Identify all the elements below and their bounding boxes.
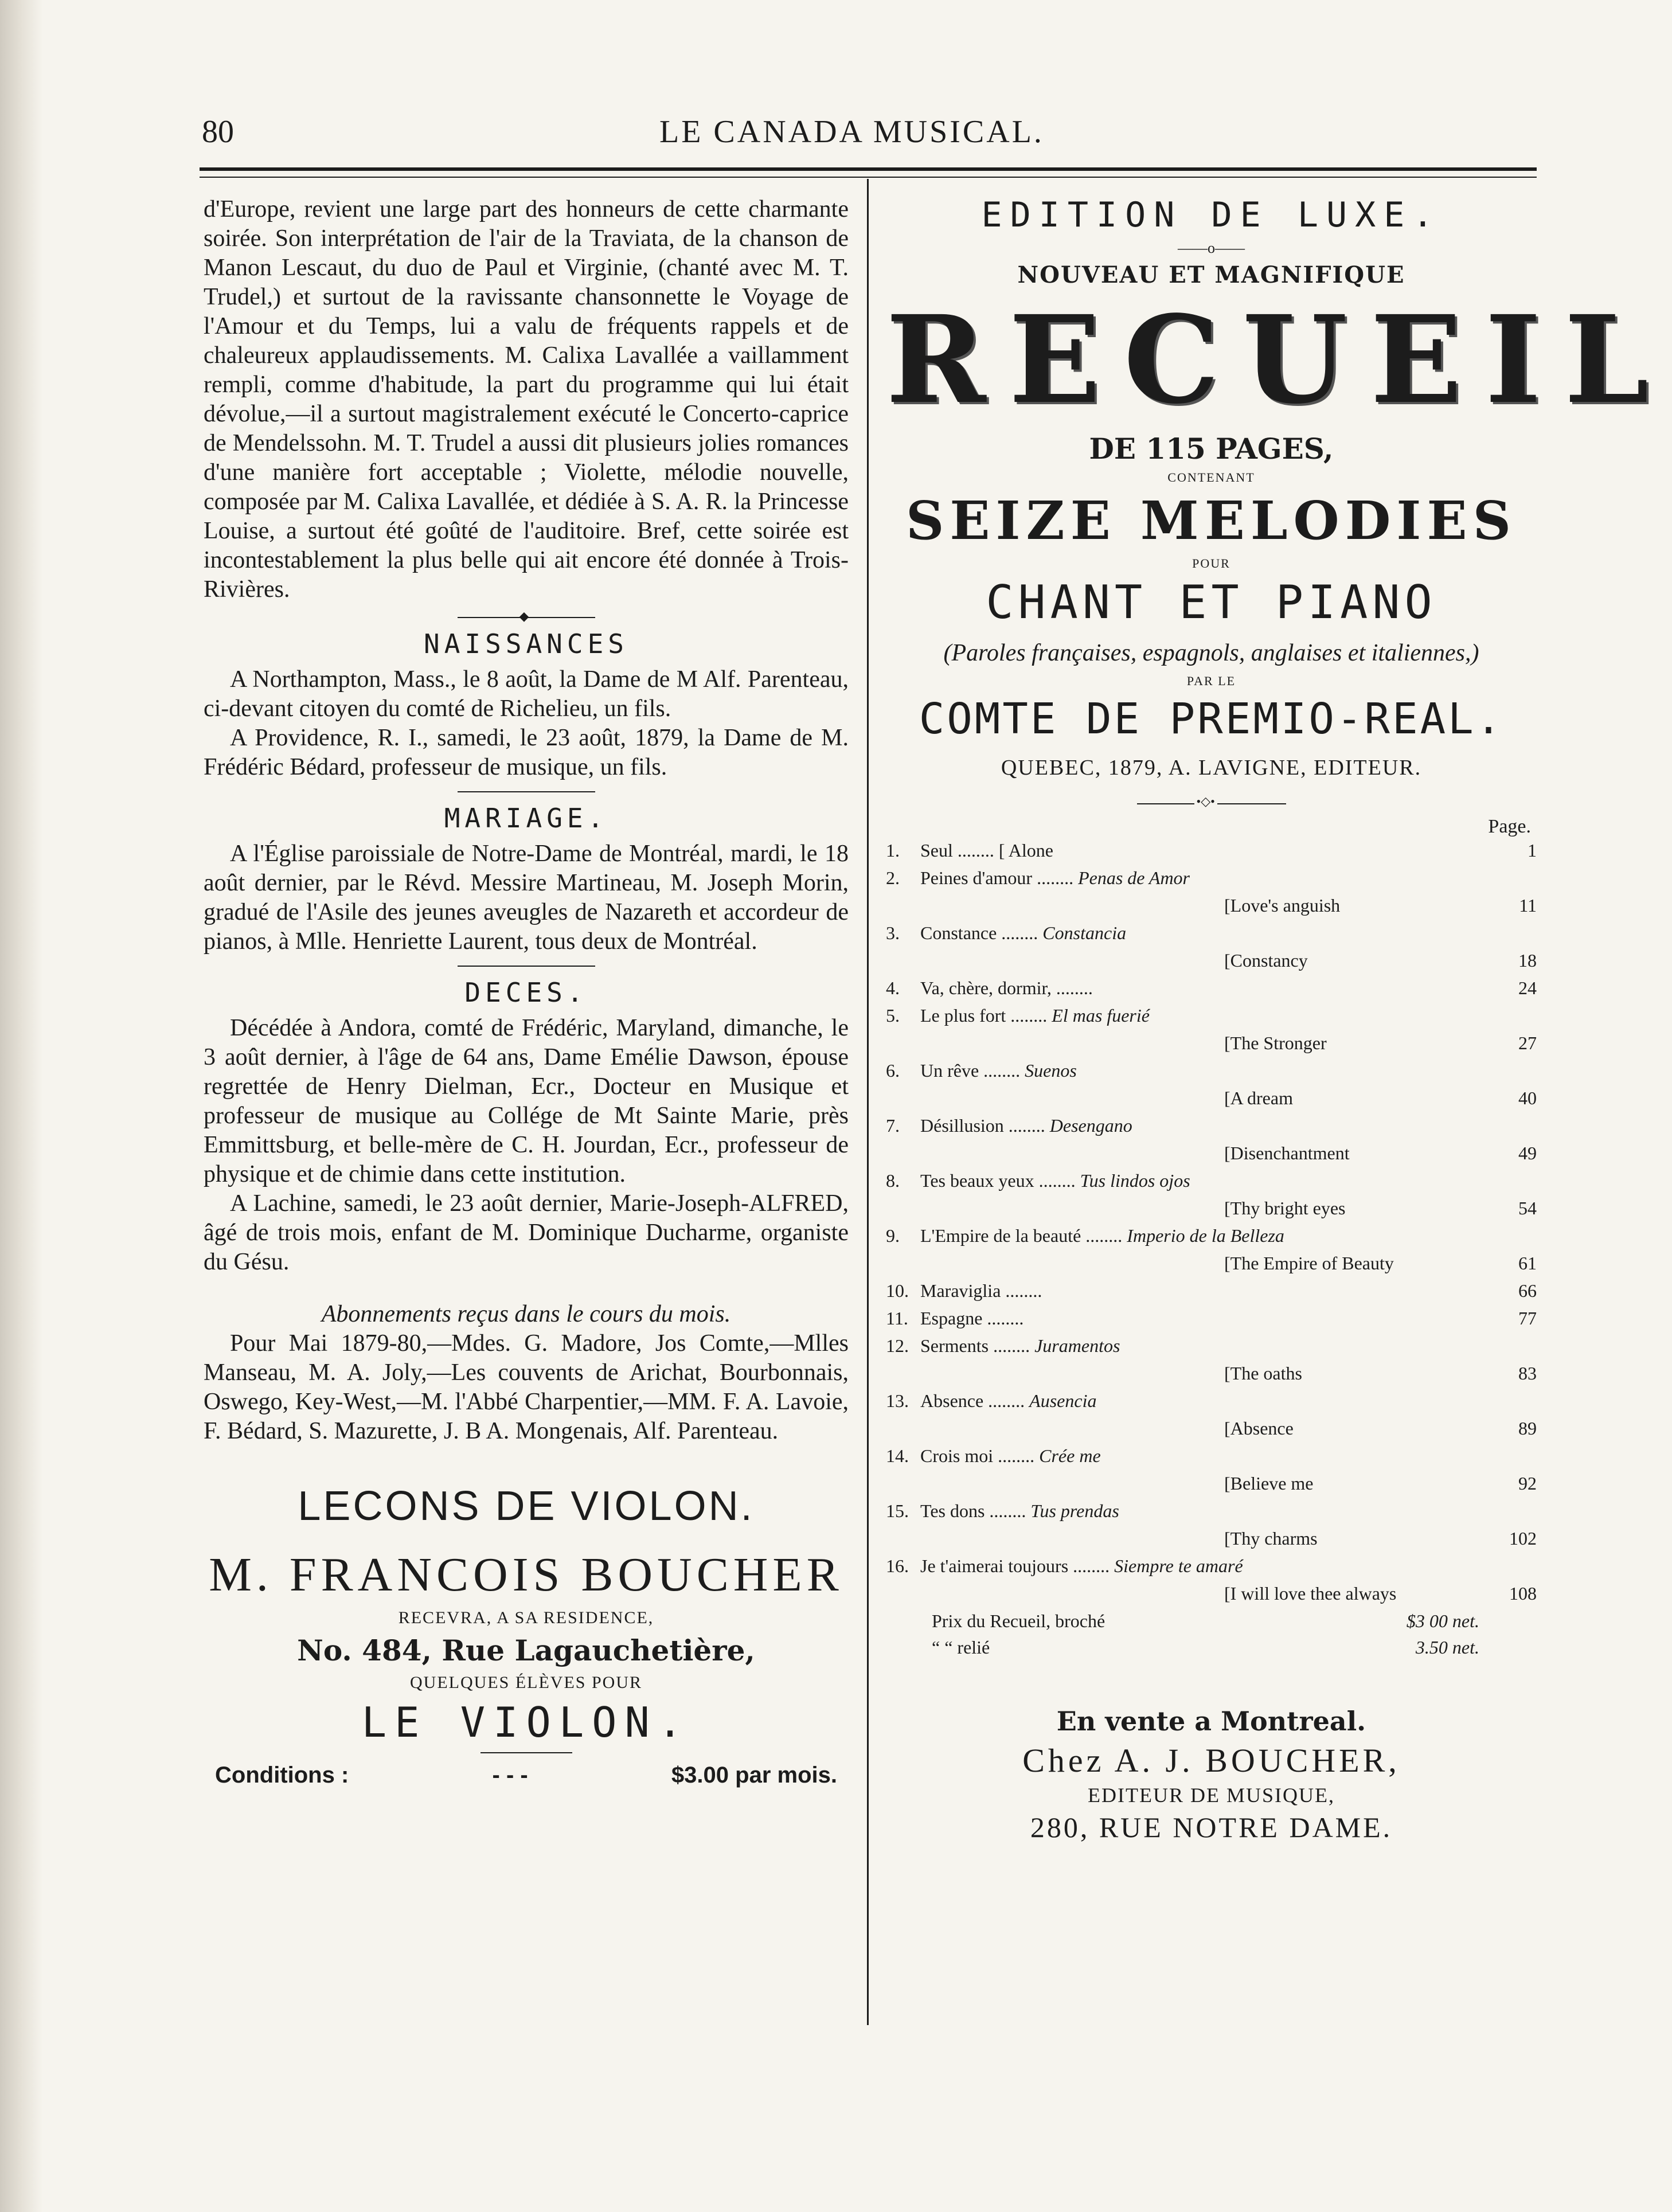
conditions-label: Conditions :: [215, 1762, 349, 1788]
toc-number: 15.: [886, 1500, 909, 1521]
left-column: [204, 195, 849, 1788]
toc-title: [920, 1225, 1497, 1246]
toc-row: [886, 923, 1537, 950]
toc-number: 3.: [886, 923, 900, 943]
toc-title-fr: Désillusion: [920, 1115, 1004, 1136]
ad-violon: LE VIOLON.: [361, 1698, 691, 1746]
toc-row: [886, 1390, 1537, 1418]
contenant-label: CONTENANT: [1167, 470, 1255, 484]
toc-subrow: [886, 1033, 1537, 1060]
toc-number: 16.: [886, 1556, 909, 1576]
toc-title-fr: Absence: [920, 1390, 984, 1411]
toc-page: 1: [1528, 840, 1537, 861]
toc-subrow: [886, 1143, 1537, 1170]
toc-number: 9.: [886, 1225, 900, 1246]
toc-number: 7.: [886, 1115, 900, 1136]
toc-translation: [Thy bright eyes: [1224, 1198, 1346, 1218]
toc-title-alt: Crée me: [1039, 1445, 1101, 1466]
price-label: Prix du Recueil, broché: [932, 1611, 1105, 1631]
deces-entry: A Lachine, samedi, le 23 août dernier, Marie-Joseph-ALFRED, âgé de trois mois, enfant de M. Dominique Ducharme, organiste du Gésu.: [204, 1190, 849, 1275]
toc-page: 61: [1518, 1253, 1537, 1273]
toc-page: 66: [1518, 1280, 1537, 1301]
toc-subrow: [886, 1473, 1537, 1500]
toc-title-fr: Serments: [920, 1335, 989, 1356]
toc-leader: ........: [985, 1500, 1031, 1521]
toc-title-fr: L'Empire de la beauté: [920, 1225, 1081, 1246]
pages-line: DE 115 PAGES,: [1089, 432, 1334, 466]
toc-subrow: [886, 1088, 1537, 1115]
toc-translation: [Absence: [1224, 1418, 1294, 1439]
toc-title-fr: Espagne: [920, 1308, 983, 1328]
naissances-heading: NAISSANCES: [424, 628, 628, 659]
toc-title: [920, 1280, 1497, 1302]
pour-label: POUR: [1192, 556, 1230, 570]
toc-subrow: [886, 1418, 1537, 1445]
toc-title-alt: Suenos: [1025, 1060, 1077, 1081]
toc-number: 8.: [886, 1170, 900, 1191]
toc-title-fr: Un rêve: [920, 1060, 979, 1081]
toc-page: 54: [1518, 1198, 1537, 1218]
toc-title-alt: Desengano: [1049, 1115, 1132, 1136]
conditions-dashes: - - -: [492, 1762, 528, 1788]
composer-name: COMTE DE PREMIO-REAL.: [919, 694, 1504, 744]
toc-title-alt: Imperio de la Belleza: [1127, 1225, 1284, 1246]
toc-title-fr: Je t'aimerai toujours: [920, 1556, 1069, 1576]
ad-line-pupils: QUELQUES ÉLÈVES POUR: [410, 1673, 642, 1692]
page-binding-edge: [0, 0, 43, 2212]
abonnements-list: Pour Mai 1879-80,—Mdes. G. Madore, Jos Comte,—Mlles Manseau, M. A. Joly,—Les couvents de Arichat, Bourbonnais, Oswego, Key-West,—M. l'Abbé Charpentier,—MM. F. A. Lavoie, F. Bédard, S. Mazurette, J. B A. Mongenais, Alf. Parenteau.: [204, 1330, 849, 1444]
price-row: [886, 1611, 1537, 1637]
toc-title: [920, 867, 1497, 889]
mariage-heading: MARIAGE.: [444, 803, 608, 834]
toc-translation: [Constancy: [1224, 950, 1308, 971]
price-label: “ “ relié: [932, 1637, 990, 1658]
toc-leader: ........: [1081, 1225, 1127, 1246]
toc-title-fr: Tes dons: [920, 1500, 985, 1521]
page-number: 80: [202, 114, 234, 150]
nouveau-line: NOUVEAU ET MAGNIFIQUE: [1017, 261, 1405, 288]
toc-title-fr: Le plus fort: [920, 1005, 1006, 1026]
toc-translation: [The Empire of Beauty: [1224, 1253, 1394, 1273]
vente-heading: En vente a Montreal.: [1056, 1706, 1366, 1737]
toc-row: [886, 978, 1537, 1005]
toc-page: 92: [1518, 1473, 1537, 1494]
ad-conditions: [204, 1762, 849, 1788]
publisher-line: QUEBEC, 1879, A. LAVIGNE, EDITEUR.: [1001, 756, 1422, 780]
toc-subrow: [886, 1253, 1537, 1280]
toc-number: 6.: [886, 1060, 900, 1081]
toc-number: 10.: [886, 1280, 909, 1301]
toc-translation: [I will love thee always: [1224, 1583, 1397, 1604]
seize-melodies: SEIZE MELODIES: [905, 490, 1517, 552]
toc-subrow: [886, 1528, 1537, 1556]
ad-title: LECONS DE VIOLON.: [298, 1483, 755, 1529]
toc-title-alt: Constancia: [1042, 923, 1127, 943]
table-of-contents: [886, 840, 1537, 1611]
toc-title: [920, 1115, 1497, 1136]
toc-page: 108: [1509, 1583, 1537, 1604]
price-row: [886, 1637, 1537, 1663]
toc-translation: [Disenchantment: [1224, 1143, 1350, 1163]
o-rule: ——o——: [1178, 240, 1245, 256]
toc-title: [920, 1500, 1497, 1522]
recueil-title: RECUEIL: [886, 289, 1672, 431]
toc-title-fr: Peines d'amour: [920, 867, 1033, 888]
seller-name: Chez A. J. BOUCHER,: [1022, 1742, 1400, 1779]
deces-entry: Décédée à Andora, comté de Frédéric, Maryland, dimanche, le 3 août dernier, à l'âge de 64 ans, Dame Emélie Dawson, épouse regrettée de Henry Dielman, Ecr., Docteur en Musique et professeur de musique au Collége de Mt Sainte Marie, près Emmittsburg, et belle-mère de C. H. Jourdan, Ecr., professeur de physique et de chimie dans cette institution.: [204, 1015, 849, 1187]
toc-page: 27: [1518, 1033, 1537, 1053]
toc-page: 77: [1518, 1308, 1537, 1328]
toc-page: 40: [1518, 1088, 1537, 1108]
toc-title: [920, 923, 1497, 944]
toc-leader: ........: [989, 1335, 1035, 1356]
toc-title-alt: El mas fuerié: [1052, 1005, 1150, 1026]
toc-title: [920, 1390, 1497, 1412]
ad-teacher-name: M. FRANCOIS BOUCHER: [209, 1548, 843, 1601]
toc-leader: ........: [983, 1390, 1030, 1411]
toc-page: 24: [1518, 978, 1537, 998]
par-le-label: PAR LE: [1186, 674, 1236, 688]
toc-leader: ........: [1006, 1005, 1052, 1026]
toc-leader: ........: [997, 923, 1043, 943]
seller-address: 280, RUE NOTRE DAME.: [1030, 1811, 1393, 1843]
toc-row: [886, 1556, 1537, 1583]
seller-role: EDITEUR DE MUSIQUE,: [1088, 1784, 1335, 1807]
section-rule: [458, 966, 595, 967]
toc-number: 14.: [886, 1445, 909, 1466]
abonnements-heading: Abonnements reçus dans le cours du mois.: [321, 1301, 731, 1327]
toc-translation: [A dream: [1224, 1088, 1293, 1108]
toc-title-fr: Crois moi: [920, 1445, 994, 1466]
toc-title-fr: Seul: [920, 840, 953, 861]
toc-leader: ........: [1001, 1280, 1042, 1301]
edition-heading: EDITION DE LUXE.: [981, 195, 1441, 235]
toc-title-alt: Tus prendas: [1030, 1500, 1119, 1521]
toc-leader: ........: [1032, 867, 1079, 888]
toc-title: [920, 1445, 1497, 1467]
toc-row: [886, 1445, 1537, 1473]
price-value: $3 00 net.: [1406, 1611, 1479, 1631]
violin-lessons-ad: [204, 1483, 849, 1788]
toc-row: [886, 1335, 1537, 1363]
toc-title-fr: Constance: [920, 923, 997, 943]
toc-rule: [1137, 803, 1286, 804]
toc-page: 49: [1518, 1143, 1537, 1163]
toc-title: [920, 1060, 1497, 1081]
toc-translation: [Love's anguish: [1224, 895, 1341, 916]
toc-translation: [Thy charms: [1224, 1528, 1318, 1549]
toc-row: [886, 1060, 1537, 1088]
toc-leader: ........: [982, 1308, 1024, 1328]
toc-page: 18: [1518, 950, 1537, 971]
toc-title-fr: Tes beaux yeux: [920, 1170, 1034, 1191]
toc-leader: ........: [1051, 978, 1093, 998]
toc-subrow: [886, 950, 1537, 978]
toc-number: 2.: [886, 867, 900, 888]
price-list: [886, 1611, 1537, 1663]
toc-subrow: [886, 1198, 1537, 1225]
toc-number: 4.: [886, 978, 900, 998]
chant-et-piano: CHANT ET PIANO: [986, 576, 1437, 629]
toc-subrow: [886, 1363, 1537, 1390]
toc-title-alt: Tus lindos ojos: [1080, 1170, 1190, 1191]
toc-leader: ........: [1034, 1170, 1080, 1191]
ad-line-residence: RECEVRA, A SA RESIDENCE,: [398, 1608, 654, 1627]
toc-title: [920, 1556, 1497, 1577]
toc-row: [886, 1500, 1537, 1528]
toc-page: 102: [1509, 1528, 1537, 1549]
concert-paragraph: d'Europe, revient une large part des honneurs de cette charmante soirée. Son interprétation de l'air de la Traviata, de la chanson de Manon Lescaut, du duo de Paul et Virginie, (chanté avec M. T. Trudel,) et surtout de la ravissante chansonnette le Voyage de l'Amour et du Temps, lui a valu de fréquents rappels et de chaleureux applaudissements. M. Calixa Lavallée a vaillamment rempli, comme d'habitude, la part du programme qui lui était dévolue,—il a surtout magistralement exécuté le Concerto-caprice de Mendelssohn. M. T. Trudel a aussi dit plusieurs jolies romances d'une manière fort acceptable ; Violette, mélodie nouvelle, composée par M. Calixa Lavallée, et dédiée à S. A. R. la Princesse Louise, a surtout été goûté de l'auditoire. Bref, cette soirée est incontestablement la plus belle qui ait encore été donnée à Trois-Rivières.: [204, 196, 849, 603]
toc-row: [886, 1225, 1537, 1253]
ad-rule: [480, 1752, 572, 1753]
toc-page: 11: [1519, 895, 1537, 916]
deces-heading: DECES.: [464, 977, 588, 1008]
naissance-entry: A Northampton, Mass., le 8 août, la Dame de M Alf. Parenteau, ci-devant citoyen du comté de Richelieu, un fils.: [204, 666, 849, 722]
toc-title: [920, 1170, 1497, 1191]
toc-title-alt: [ Alone: [998, 840, 1053, 861]
toc-title-alt: Ausencia: [1029, 1390, 1097, 1411]
toc-row: [886, 1308, 1537, 1335]
toc-number: 12.: [886, 1335, 909, 1356]
ad-address: No. 484, Rue Lagauchetière,: [297, 1633, 755, 1667]
toc-subrow: [886, 895, 1537, 923]
mariage-entry: A l'Église paroissiale de Notre-Dame de Montréal, mardi, le 18 août dernier, par le Révd. Messire Martineau, M. Joseph Morin, gradué de l'Asile des jeunes aveugles de Nazareth et accordeur de pianos, à Mlle. Henriette Laurent, tous deux de Montréal.: [204, 841, 849, 955]
toc-title: [920, 978, 1497, 999]
section-rule: [458, 791, 595, 792]
toc-title: [920, 840, 1497, 861]
toc-translation: [The Stronger: [1224, 1033, 1327, 1053]
toc-title-alt: Siempre te amaré: [1114, 1556, 1243, 1576]
conditions-price: $3.00 par mois.: [671, 1762, 837, 1788]
toc-subrow: [886, 1583, 1537, 1611]
toc-leader: ........: [1003, 1115, 1050, 1136]
toc-translation: [The oaths: [1224, 1363, 1302, 1384]
toc-leader: ........: [1068, 1556, 1115, 1576]
toc-number: 1.: [886, 840, 900, 861]
toc-title: [920, 1005, 1497, 1026]
toc-title-alt: Juramentos: [1034, 1335, 1120, 1356]
toc-row: [886, 840, 1537, 867]
toc-row: [886, 1280, 1537, 1308]
ornament-rule: [458, 617, 595, 618]
toc-page: 89: [1518, 1418, 1537, 1439]
header-rule: [200, 167, 1537, 171]
toc-title-alt: Penas de Amor: [1078, 867, 1190, 888]
toc-leader: ........: [979, 1060, 1025, 1081]
toc-translation: [Believe me: [1224, 1473, 1314, 1494]
toc-number: 5.: [886, 1005, 900, 1026]
toc-leader: ........: [993, 1445, 1040, 1466]
toc-row: [886, 867, 1537, 895]
toc-number: 13.: [886, 1390, 909, 1411]
toc-title-fr: Maraviglia: [920, 1280, 1001, 1301]
running-title: LE CANADA MUSICAL.: [659, 114, 1044, 150]
toc-leader: ........: [952, 840, 999, 861]
toc-page: 83: [1518, 1363, 1537, 1384]
price-value: 3.50 net.: [1415, 1637, 1479, 1658]
toc-page-header: Page.: [1488, 816, 1531, 837]
paroles-note: (Paroles françaises, espagnols, anglaises et italiennes,): [943, 640, 1479, 666]
header-rule-thin: [200, 177, 1537, 178]
naissance-entry: A Providence, R. I., samedi, le 23 août, 1879, la Dame de M. Frédéric Bédard, professeur de musique, un fils.: [204, 725, 849, 780]
toc-title: [920, 1308, 1497, 1329]
toc-number: 11.: [886, 1308, 908, 1328]
right-column: [886, 195, 1672, 1844]
toc-row: [886, 1115, 1537, 1143]
toc-title: [920, 1335, 1497, 1357]
toc-row: [886, 1005, 1537, 1033]
column-divider: [867, 179, 869, 2025]
toc-row: [886, 1170, 1537, 1198]
toc-title-fr: Va, chère, dormir,: [920, 978, 1052, 998]
